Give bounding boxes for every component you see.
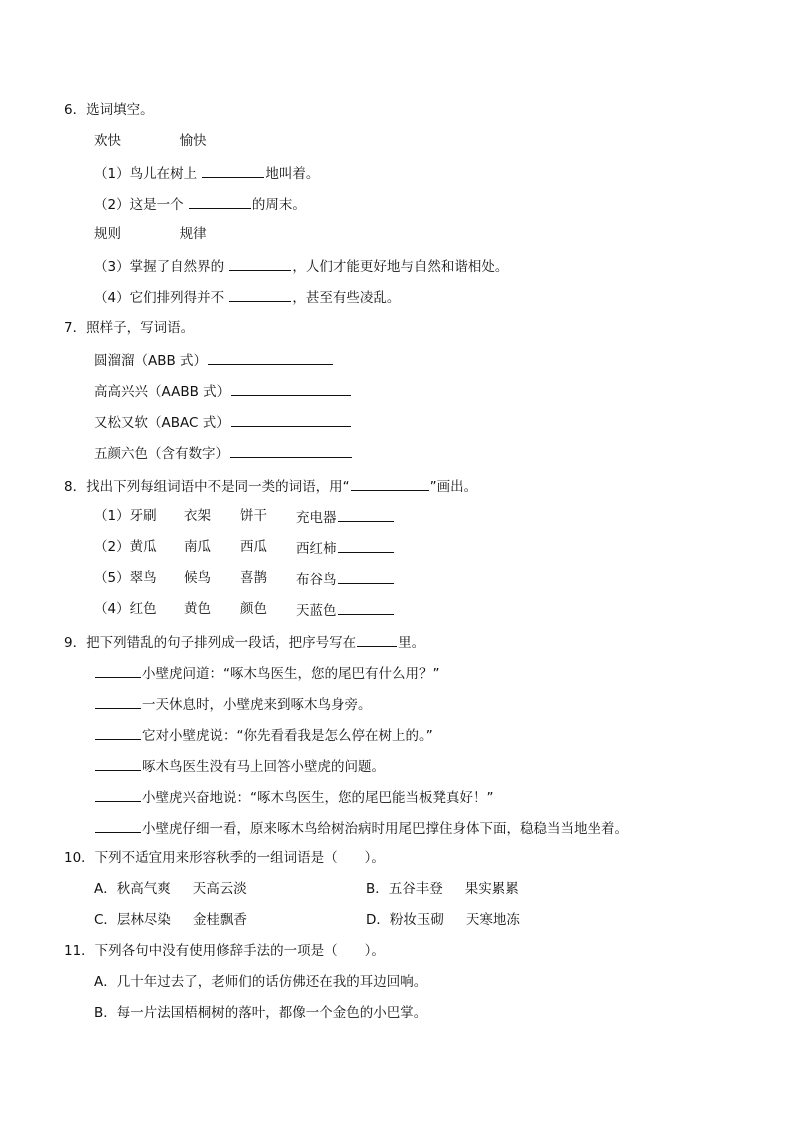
q6-item-3 [94,255,508,277]
word-item: 天蓝色 [296,603,337,619]
answer-blank[interactable] [189,193,251,209]
answer-blank[interactable] [338,599,394,615]
word-item: 喜鹊 [240,570,267,586]
answer-blank[interactable] [202,162,264,178]
word-item: 颜色 [240,601,267,617]
word-item: （5）翠鸟 [94,570,157,586]
answer-blank[interactable] [208,349,333,365]
q8-row [94,506,424,526]
order-blank[interactable] [95,755,141,771]
q7-title: 7．照样子，写词语。 [64,320,195,336]
option-c[interactable] [94,910,247,930]
option-label: A．秋高气爽 [94,881,171,897]
word-item: 南瓜 [184,539,211,555]
item-text: （2）这是一个 [94,197,188,213]
order-blank[interactable] [95,693,141,709]
q9-sentence [94,786,494,808]
answer-blank[interactable] [229,286,291,302]
q7-item [94,349,334,371]
word-item: 黄色 [184,601,211,617]
q8-title [64,475,477,497]
q8-row [94,568,424,588]
option-text: 果实累累 [464,881,519,897]
q7-item [94,442,353,464]
word-with-blank [296,537,395,559]
title-text: 8．找出下列每组词语中不是同一类的词语，用“ [64,479,350,495]
order-blank[interactable] [95,662,141,678]
answer-blank[interactable] [338,537,394,553]
q6-title: 6．选词填空。 [64,102,154,118]
answer-blank[interactable] [231,411,351,427]
sentence-text: 小壁虎仔细一看，原来啄木鸟给树治病时用尾巴撑住身体下面，稳稳当当地坐着。 [142,821,628,837]
item-text: （4）它们排列得并不 [94,290,229,306]
q8-row [94,599,424,619]
q9-sentence [94,693,372,715]
sentence-text: 一天休息时，小壁虎来到啄木鸟身旁。 [142,697,372,713]
item-text: 又松又软（ABAC 式） [94,415,230,431]
word-with-blank [296,506,395,528]
item-text: ，人们才能更好地与自然和谐相处。 [292,259,509,275]
title-text: 里。 [398,635,426,651]
word-item: 衣架 [184,508,211,524]
item-text: 圆溜溜（ABB 式） [94,353,208,369]
sentence-text: 它对小壁虎说：“你先看看我是怎么停在树上的。” [142,728,433,744]
item-text: 高高兴兴（AABB 式） [94,384,231,400]
q6-item-1 [94,162,319,184]
underline-sample [351,475,429,491]
item-text: （3）掌握了自然界的 [94,259,229,275]
word-option: 规律 [179,226,207,242]
q9-sentence [94,755,385,777]
order-blank[interactable] [95,724,141,740]
q10-options-row [94,910,694,930]
order-blank[interactable] [95,817,141,833]
q9-sentence [94,817,628,839]
option-d[interactable] [366,910,520,930]
option-text: 天高云淡 [192,881,247,897]
answer-blank[interactable] [229,255,291,271]
q6-item-4 [94,286,400,308]
q10-title: 10．下列不适宜用来形容秋季的一组词语是（ ）。 [64,850,385,866]
q6-word-group-2 [94,224,207,244]
order-blank[interactable] [95,786,141,802]
q7-item [94,380,352,402]
q11-title: 11．下列各句中没有使用修辞手法的一项是（ ）。 [64,943,385,959]
q10-options-row [94,879,694,899]
word-item: 充电器 [296,510,337,526]
answer-blank[interactable] [338,506,394,522]
item-text: 的周末。 [251,197,306,213]
q9-sentence [94,724,433,746]
option-a[interactable] [94,879,247,899]
answer-blank[interactable] [231,380,351,396]
q7-item [94,411,352,433]
answer-blank[interactable] [338,568,394,584]
sentence-text: 啄木鸟医生没有马上回答小壁虎的问题。 [142,759,385,775]
word-item: （4）红色 [94,601,157,617]
title-text: 9．把下列错乱的句子排列成一段话，把序号写在 [64,635,357,651]
q9-title [64,631,425,653]
word-item: 西瓜 [240,539,267,555]
word-item: 饼干 [240,508,267,524]
word-item: （2）黄瓜 [94,539,157,555]
q9-sentence [94,662,440,684]
underline-sample [357,631,397,647]
option-a[interactable]: A．几十年过去了，老师们的话仿佛还在我的耳边回响。 [94,974,428,990]
q6-word-group-1 [94,131,207,151]
option-label: D．粉妆玉砌 [366,912,444,928]
word-option: 愉快 [179,133,207,149]
sentence-text: 小壁虎问道：“啄木鸟医生，您的尾巴有什么用？” [142,666,440,682]
option-text: 金桂飘香 [192,912,247,928]
option-b[interactable]: B．每一片法国梧桐树的落叶，都像一个金色的小巴掌。 [94,1005,428,1021]
word-option: 欢快 [94,133,121,149]
word-item: 候鸟 [184,570,211,586]
option-b[interactable] [366,879,519,899]
item-text: 地叫着。 [265,166,320,182]
item-text: （1）鸟儿在树上 [94,166,202,182]
title-text: ”画出。 [429,479,478,495]
q6-item-2 [94,193,306,215]
word-item: 西红柿 [296,541,337,557]
answer-blank[interactable] [230,442,352,458]
option-text: 天寒地冻 [465,912,520,928]
q8-row [94,537,424,557]
item-text: ，甚至有些凌乱。 [292,290,401,306]
word-option: 规则 [94,226,121,242]
item-text: 五颜六色（含有数字） [94,446,229,462]
word-item: 布谷鸟 [296,572,337,588]
sentence-text: 小壁虎兴奋地说：“啄木鸟医生，您的尾巴能当板凳真好！” [142,790,494,806]
word-with-blank [296,568,395,590]
option-label: C．层林尽染 [94,912,171,928]
word-with-blank [296,599,395,621]
word-item: （1）牙刷 [94,508,157,524]
option-label: B．五谷丰登 [366,881,443,897]
